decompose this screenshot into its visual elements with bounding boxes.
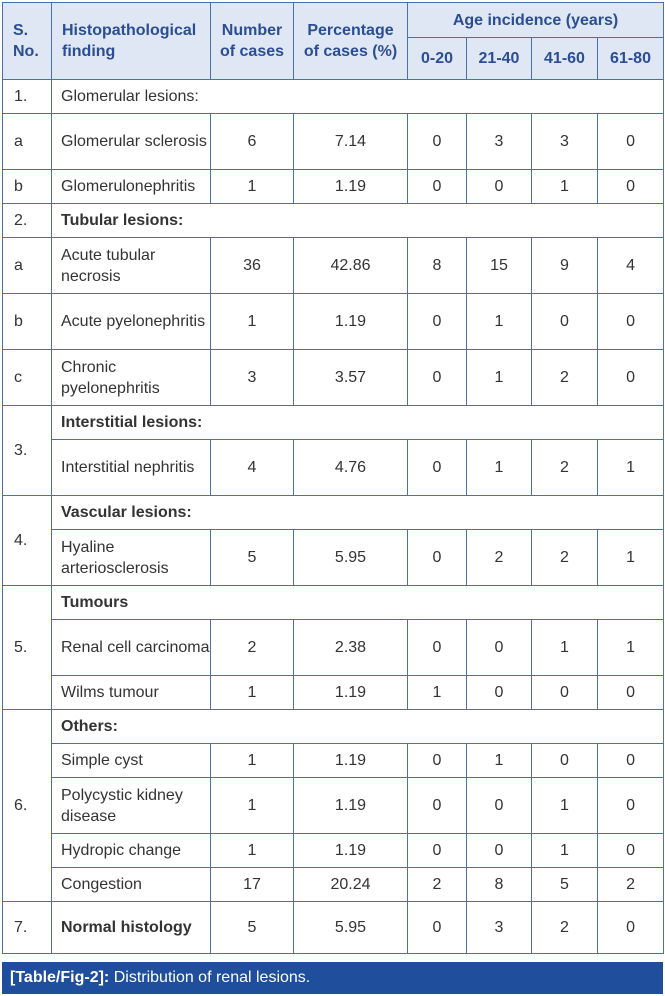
row-pct: 42.86 (294, 238, 408, 294)
table-row (3, 238, 664, 294)
row-age: 0 (467, 778, 532, 834)
row-age: 0 (598, 676, 664, 710)
table-row (3, 620, 664, 676)
row-pct: 20.24 (294, 868, 408, 902)
row-age: 1 (408, 676, 467, 710)
row-age: 1 (532, 834, 598, 868)
row-age: 3 (467, 902, 532, 954)
row-age: 8 (408, 238, 467, 294)
group-title: Tubular lesions: (52, 204, 664, 238)
header-sno: S. No. (3, 3, 52, 80)
row-age: 9 (532, 238, 598, 294)
row-age: 0 (408, 350, 467, 406)
row-number: 5 (211, 902, 294, 954)
row-age: 2 (532, 530, 598, 586)
renal-lesions-table (2, 2, 664, 954)
row-age: 0 (408, 902, 467, 954)
row-pct: 4.76 (294, 440, 408, 496)
row-number: 1 (211, 170, 294, 204)
row-age: 0 (408, 778, 467, 834)
row-sub: a (3, 238, 52, 294)
row-age: 0 (598, 834, 664, 868)
row-age: 1 (467, 350, 532, 406)
row-finding: Chronic pyelonephritis (52, 350, 211, 406)
row-number: 2 (211, 620, 294, 676)
row-number: 36 (211, 238, 294, 294)
row-age: 3 (532, 114, 598, 170)
row-age: 15 (467, 238, 532, 294)
row-pct: 1.19 (294, 294, 408, 350)
row-age: 1 (598, 440, 664, 496)
row-pct: 5.95 (294, 902, 408, 954)
row-number: 4 (211, 440, 294, 496)
row-age: 0 (408, 114, 467, 170)
row-finding: Hyaline arteriosclerosis (52, 530, 211, 586)
table-row (3, 530, 664, 586)
row-number: 1 (211, 676, 294, 710)
row-age: 0 (598, 170, 664, 204)
row-pct: 3.57 (294, 350, 408, 406)
row-age: 0 (532, 294, 598, 350)
row-age: 1 (532, 778, 598, 834)
row-finding: Glomerular sclerosis (52, 114, 211, 170)
row-age: 0 (467, 834, 532, 868)
row-pct: 1.19 (294, 834, 408, 868)
row-sub: a (3, 114, 52, 170)
row-age: 0 (408, 294, 467, 350)
header-number: Number of cases (211, 3, 294, 80)
row-number: 1 (211, 834, 294, 868)
row-age: 0 (598, 294, 664, 350)
row-number: 1 (211, 294, 294, 350)
row-age: 0 (532, 744, 598, 778)
row-age: 0 (598, 902, 664, 954)
row-age: 1 (467, 744, 532, 778)
row-number: 6 (211, 114, 294, 170)
table-row (3, 676, 664, 710)
row-age: 0 (532, 676, 598, 710)
group-sno: 1. (3, 80, 52, 114)
group-sno: 4. (3, 496, 52, 586)
row-age: 1 (598, 530, 664, 586)
row-pct: 2.38 (294, 620, 408, 676)
row-finding: Wilms tumour (52, 676, 211, 710)
row-age: 2 (467, 530, 532, 586)
group-title: Glomerular lesions: (52, 80, 664, 114)
row-age: 1 (467, 294, 532, 350)
row-age: 2 (532, 350, 598, 406)
table-row (3, 440, 664, 496)
table-row (3, 744, 664, 778)
row-pct: 1.19 (294, 778, 408, 834)
row-number: 1 (211, 778, 294, 834)
row-number: 3 (211, 350, 294, 406)
caption-text: Distribution of renal lesions. (113, 969, 311, 986)
row-age: 2 (408, 868, 467, 902)
row-age: 1 (532, 620, 598, 676)
group-sno: 5. (3, 586, 52, 710)
group-title: Vascular lesions: (52, 496, 664, 530)
row-finding: Polycystic kidney disease (52, 778, 211, 834)
row-sub: b (3, 170, 52, 204)
row-age: 2 (532, 902, 598, 954)
row-age: 1 (598, 620, 664, 676)
row-age: 0 (408, 744, 467, 778)
table-caption (2, 962, 663, 994)
row-number: 17 (211, 868, 294, 902)
row-finding: Congestion (52, 868, 211, 902)
table-row (3, 834, 664, 868)
row-age: 0 (408, 170, 467, 204)
row-sub: b (3, 294, 52, 350)
row-pct: 1.19 (294, 170, 408, 204)
row-age: 1 (532, 170, 598, 204)
row-age: 0 (467, 620, 532, 676)
header-age-0-20: 0-20 (408, 38, 467, 80)
table-row (3, 170, 664, 204)
header-finding: Histopathological finding (52, 3, 211, 80)
row-age: 4 (598, 238, 664, 294)
table-row (3, 902, 664, 954)
row-number: 5 (211, 530, 294, 586)
group-title: Tumours (52, 586, 664, 620)
row-finding: Simple cyst (52, 744, 211, 778)
row-age: 1 (467, 440, 532, 496)
row-age: 5 (532, 868, 598, 902)
header-age-21-40: 21-40 (467, 38, 532, 80)
table-row (3, 350, 664, 406)
row-age: 0 (408, 620, 467, 676)
row-finding: Acute tubular necrosis (52, 238, 211, 294)
row-age: 2 (598, 868, 664, 902)
row-age: 0 (598, 350, 664, 406)
row-age: 0 (598, 778, 664, 834)
row-age: 0 (408, 834, 467, 868)
row-finding: Glomerulonephritis (52, 170, 211, 204)
row-finding: Normal histology (52, 902, 211, 954)
row-finding: Hydropic change (52, 834, 211, 868)
row-age: 0 (467, 676, 532, 710)
row-age: 8 (467, 868, 532, 902)
row-age: 3 (467, 114, 532, 170)
row-pct: 1.19 (294, 676, 408, 710)
group-sno: 7. (3, 902, 52, 954)
table-row (3, 294, 664, 350)
table-row (3, 114, 664, 170)
group-title: Interstitial lesions: (52, 406, 664, 440)
group-sno: 6. (3, 710, 52, 902)
table-row (3, 868, 664, 902)
row-age: 0 (598, 744, 664, 778)
header-age: Age incidence (years) (408, 3, 664, 38)
row-pct: 5.95 (294, 530, 408, 586)
group-sno: 3. (3, 406, 52, 496)
header-percentage: Percentage of cases (%) (294, 3, 408, 80)
row-sub: c (3, 350, 52, 406)
row-age: 0 (408, 530, 467, 586)
row-pct: 1.19 (294, 744, 408, 778)
header-age-61-80: 61-80 (598, 38, 664, 80)
row-age: 2 (532, 440, 598, 496)
row-finding: Renal cell carcinoma (52, 620, 211, 676)
row-number: 1 (211, 744, 294, 778)
row-age: 0 (408, 440, 467, 496)
caption-label: [Table/Fig-2]: (10, 969, 110, 986)
row-age: 0 (467, 170, 532, 204)
group-title: Others: (52, 710, 664, 744)
header-age-41-60: 41-60 (532, 38, 598, 80)
group-sno: 2. (3, 204, 52, 238)
row-pct: 7.14 (294, 114, 408, 170)
row-finding: Interstitial nephritis (52, 440, 211, 496)
row-finding: Acute pyelonephritis (52, 294, 211, 350)
table-row (3, 778, 664, 834)
row-age: 0 (598, 114, 664, 170)
